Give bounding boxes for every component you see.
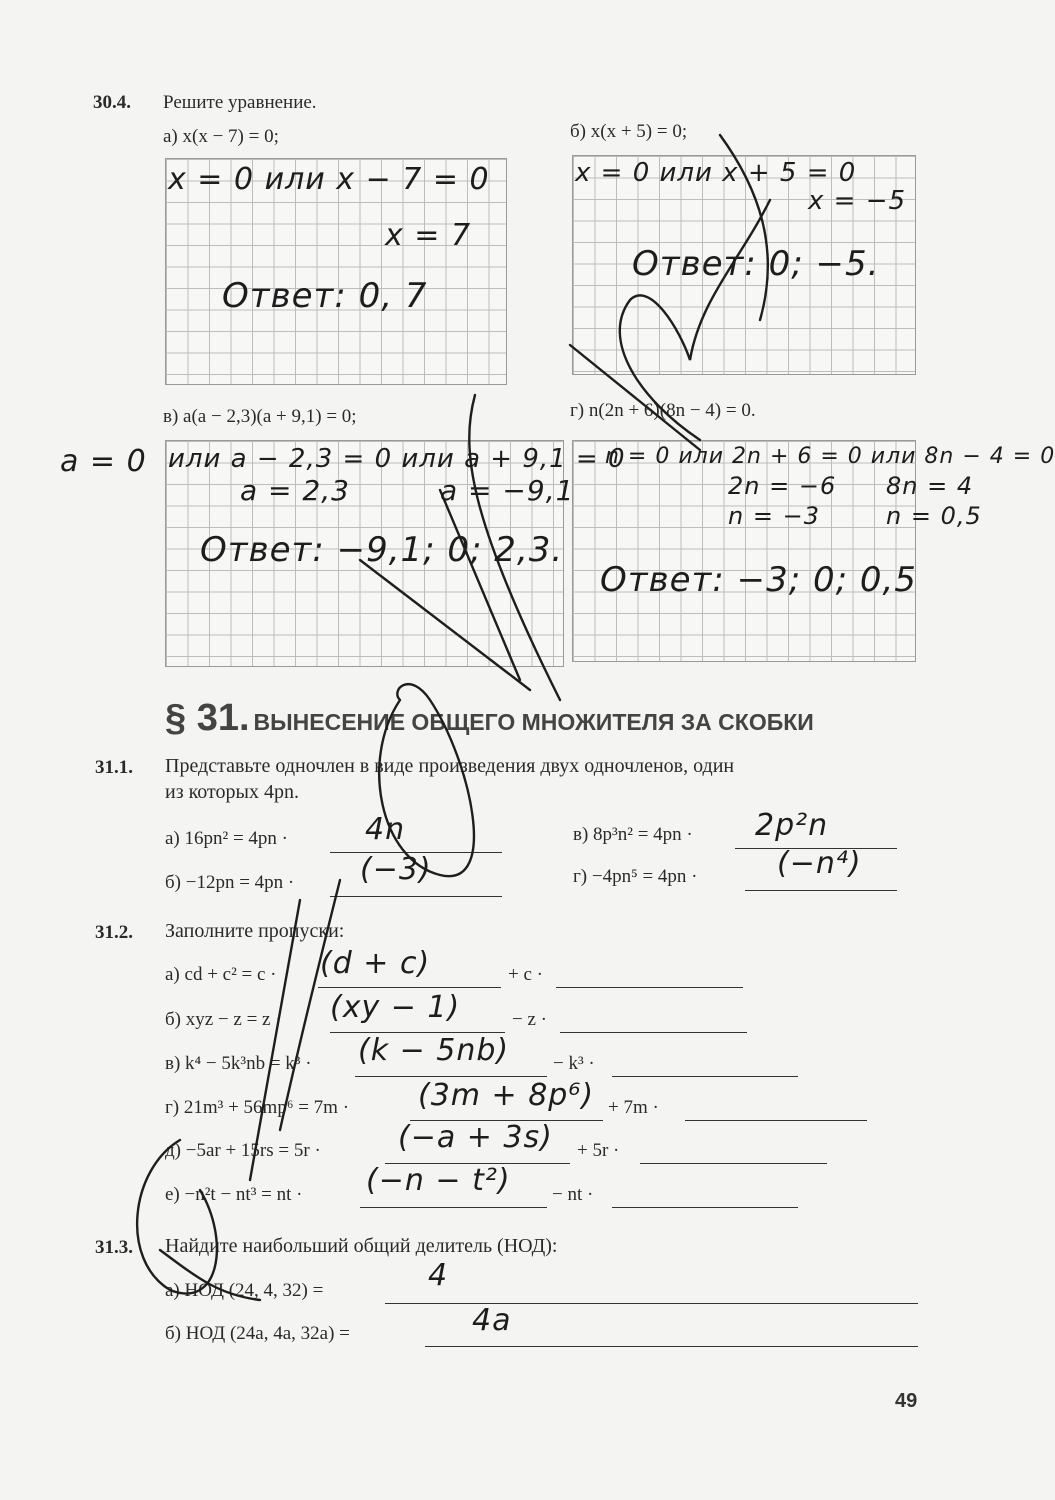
solution-c-line1: или a − 2,3 = 0 или a + 9,1 = 0 (168, 444, 626, 474)
monomial-answer-a: 4n (365, 812, 406, 847)
answer-blank[interactable] (556, 986, 743, 988)
answer-blank[interactable] (360, 1206, 547, 1208)
answer-blank[interactable] (355, 1075, 547, 1077)
fill-tail-e: + 5r · (577, 1140, 620, 1161)
fill-item-f: е) −n²t − nt³ = nt · (165, 1184, 303, 1205)
solution-c-line0: a = 0 (60, 444, 147, 479)
fill-item-e: д) −5ar + 15rs = 5r · (165, 1140, 321, 1161)
section-mark: § 31. (165, 697, 250, 739)
equation-label-b: б) x(x + 5) = 0; (570, 121, 688, 142)
gcd-answer-a: 4 (428, 1258, 449, 1293)
solution-a-answer: Ответ: 0, 7 (222, 276, 428, 316)
solution-d-line3b: n = 0,5 (886, 502, 982, 530)
answer-blank[interactable] (318, 986, 501, 988)
monomial-answer-d: (−n⁴) (777, 846, 862, 881)
exercise-number: 31.3. (95, 1237, 133, 1258)
equation-label-d: г) n(2n + 6)(8n − 4) = 0. (570, 400, 756, 421)
monomial-answer-c: 2p²n (755, 808, 829, 843)
monomial-item-d: г) −4pn⁵ = 4pn · (573, 866, 698, 887)
solution-b-line2: x = −5 (808, 186, 907, 216)
exercise-number: 31.2. (95, 922, 133, 943)
solution-c-answer: Ответ: −9,1; 0; 2,3. (200, 530, 564, 570)
answer-blank[interactable] (612, 1206, 798, 1208)
solution-d-line2a: 2n = −6 (728, 472, 837, 500)
fill-item-b: б) xyz − z = z · (165, 1009, 282, 1030)
answer-blank[interactable] (612, 1075, 798, 1077)
fill-item-d: г) 21m³ + 56mp⁶ = 7m · (165, 1097, 350, 1118)
equation-label-a: а) x(x − 7) = 0; (163, 126, 279, 147)
answer-blank[interactable] (560, 1031, 747, 1033)
fill-item-c: в) k⁴ − 5k³nb = k³ · (165, 1053, 312, 1074)
exercise-number: 30.4. (93, 92, 131, 113)
section-title: ВЫНЕСЕНИЕ ОБЩЕГО МНОЖИТЕЛЯ ЗА СКОБКИ (253, 709, 814, 735)
monomial-item-a: а) 16pn² = 4pn · (165, 828, 288, 849)
exercise-prompt: Решите уравнение. (163, 92, 317, 113)
solution-d-answer: Ответ: −3; 0; 0,5 (600, 560, 917, 600)
solution-d-line1: n = 0 или 2n + 6 = 0 или 8n − 4 = 0 (605, 444, 1055, 469)
monomial-answer-b: (−3) (360, 852, 432, 887)
solution-a-line2: x = 7 (385, 218, 472, 253)
gcd-item-b: б) НОД (24a, 4a, 32a) = (165, 1323, 350, 1344)
fill-tail-f: − nt · (552, 1184, 594, 1205)
exercise-prompt-line1: Представьте одночлен в виде произведения двух одночленов, один (165, 755, 735, 777)
fill-answer-f: (−n − t²) (366, 1163, 511, 1198)
answer-blank[interactable] (330, 895, 502, 897)
gcd-item-a: а) НОД (24, 4, 32) = (165, 1280, 324, 1301)
monomial-item-b: б) −12pn = 4pn · (165, 872, 295, 893)
solution-b-line1: x = 0 или x + 5 = 0 (575, 158, 857, 188)
exercise-prompt: Найдите наибольший общий делитель (НОД): (165, 1235, 558, 1257)
solution-c-line2b: a = −9,1 (440, 474, 575, 507)
solution-c-line2a: a = 2,3 (240, 474, 350, 507)
solution-d-line2b: 8n = 4 (886, 472, 974, 500)
fill-answer-e: (−a + 3s) (398, 1120, 553, 1155)
fill-answer-b: (xy − 1) (330, 990, 461, 1025)
answer-blank[interactable] (385, 1302, 918, 1304)
fill-tail-c: − k³ · (553, 1053, 595, 1074)
answer-blank[interactable] (745, 889, 897, 891)
section-heading (165, 697, 814, 740)
fill-answer-c: (k − 5nb) (358, 1033, 510, 1068)
answer-blank[interactable] (425, 1345, 918, 1347)
equation-label-c: в) a(a − 2,3)(a + 9,1) = 0; (163, 406, 357, 427)
monomial-item-c: в) 8p³n² = 4pn · (573, 824, 693, 845)
fill-tail-a: + c · (508, 964, 543, 985)
answer-blank[interactable] (685, 1119, 867, 1121)
fill-tail-d: + 7m · (608, 1097, 659, 1118)
answer-blank[interactable] (640, 1162, 827, 1164)
exercise-number: 31.1. (95, 757, 133, 778)
solution-a-line1: x = 0 или x − 7 = 0 (168, 162, 490, 197)
exercise-prompt: Заполните пропуски: (165, 920, 345, 942)
fill-answer-a: (d + c) (320, 946, 431, 981)
fill-item-a: а) cd + c² = c · (165, 964, 277, 985)
fill-tail-b: − z · (512, 1009, 547, 1030)
solution-d-line3a-visible: n = −3 (728, 502, 820, 530)
solution-b-answer: Ответ: 0; −5. (632, 244, 880, 284)
exercise-prompt-line2: из которых 4pn. (165, 781, 299, 803)
gcd-answer-b: 4a (472, 1303, 512, 1338)
page-number: 49 (895, 1390, 918, 1412)
fill-answer-d: (3m + 8p⁶) (418, 1078, 595, 1113)
